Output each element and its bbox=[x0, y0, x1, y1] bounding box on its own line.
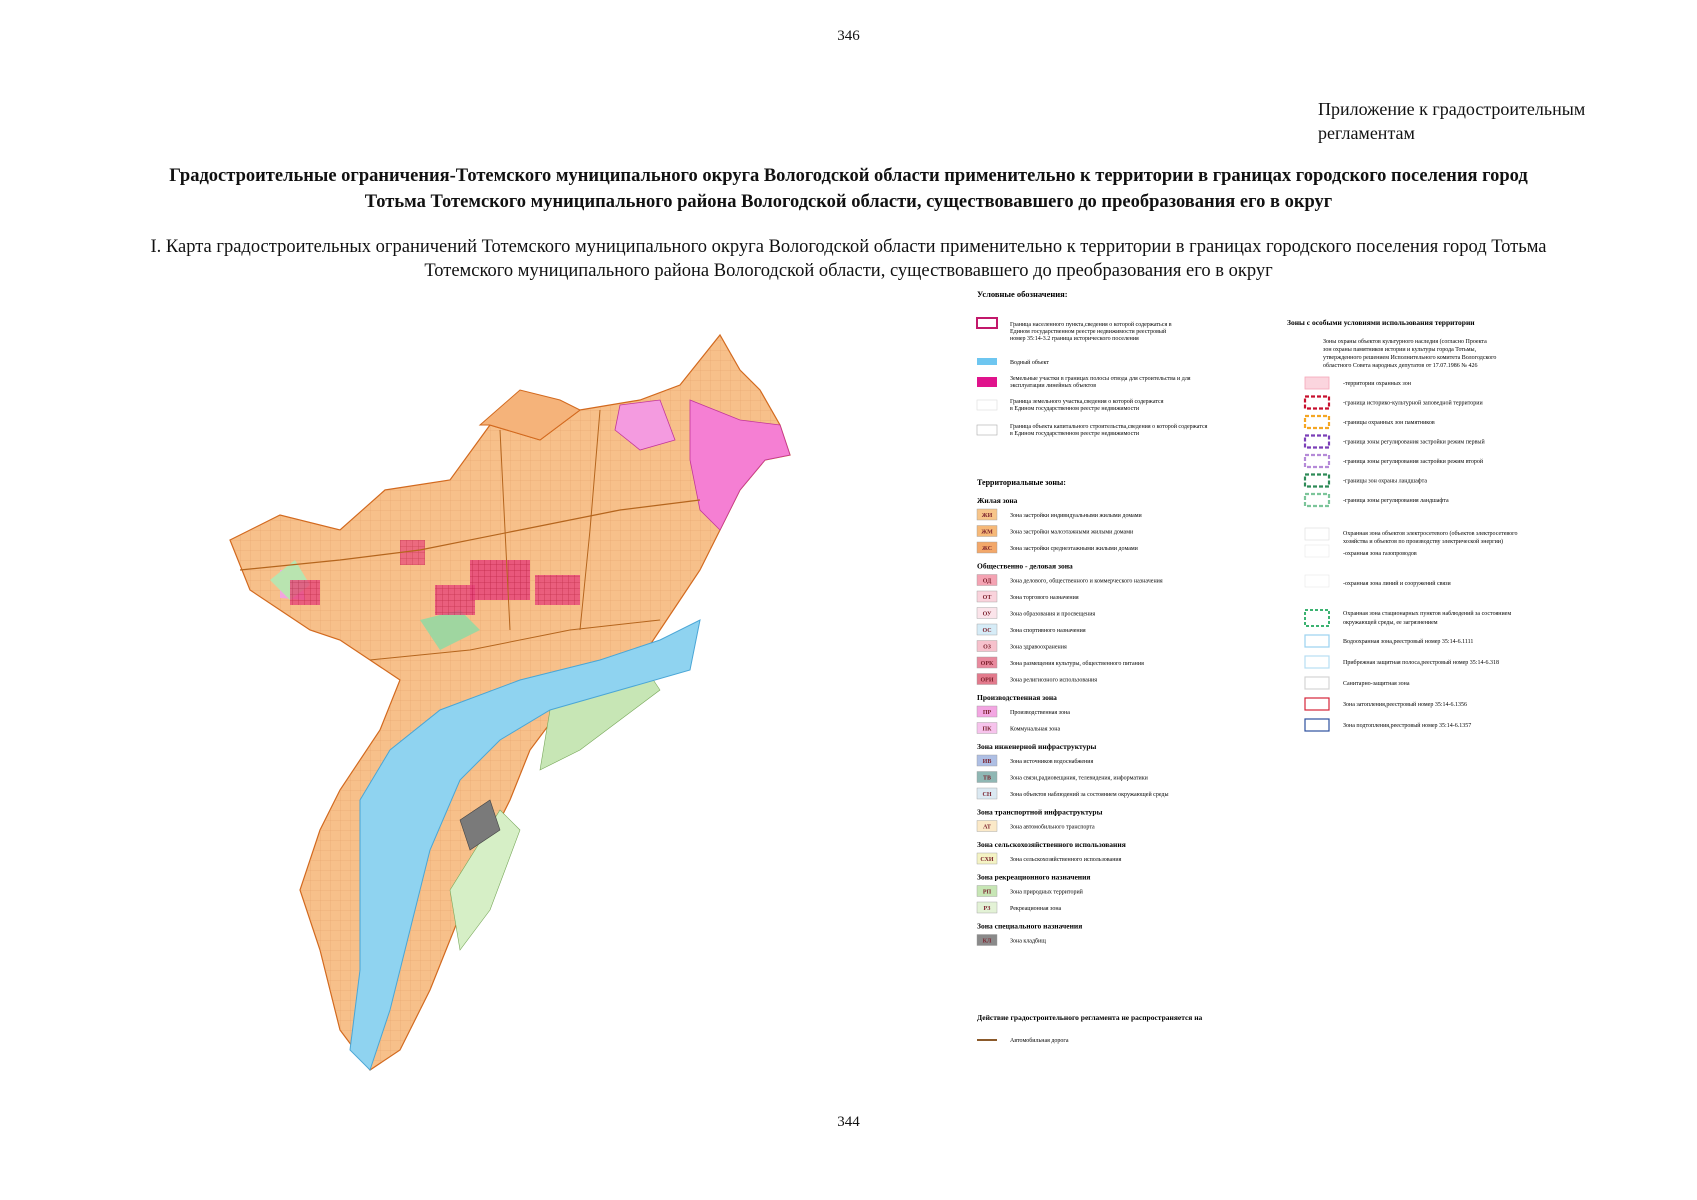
zone-label: Зона источников водоснабжения bbox=[1010, 759, 1094, 765]
zone-code: ОС bbox=[982, 628, 992, 634]
legend-water-items bbox=[1305, 635, 1499, 731]
zone-code: АТ bbox=[983, 824, 991, 831]
road-label: Автомобильная дорога bbox=[1010, 1038, 1069, 1044]
zone-label: Зона застройки среднеэтажными жилыми домами bbox=[1010, 546, 1138, 552]
zone-code: КЛ bbox=[982, 938, 992, 945]
linear-object-swatch bbox=[977, 377, 997, 387]
zone-group-title: Зона транспортной инфраструктуры bbox=[977, 807, 1103, 817]
special-zone-swatch bbox=[1305, 475, 1329, 487]
territorial-zones-title: Территориальные зоны: bbox=[977, 478, 1066, 487]
zone-code: ОТ bbox=[982, 595, 992, 601]
map-historic-centre-4 bbox=[290, 580, 320, 605]
special-zone-swatch bbox=[1305, 377, 1329, 389]
caption-line-1: I. Карта градостроительных ограничений Тотемского муниципального округа Вологодской области применительно к территории в границах городского поселения город Тотьма bbox=[150, 237, 1547, 257]
zone-label: Зона кладбищ bbox=[1010, 938, 1046, 945]
zone-group-title: Жилая зона bbox=[977, 496, 1018, 505]
zone-label: Зона связи,радиовещания, телевидения, информатики bbox=[1010, 775, 1148, 782]
special-intro-line: областного Совета народных депутатов от 17.07.1986 № 426 bbox=[1323, 363, 1478, 369]
comm-zone-swatch bbox=[1305, 575, 1329, 587]
zone-code: ОЗ bbox=[983, 644, 991, 651]
legend-special-items bbox=[1305, 377, 1485, 506]
legend-general-text: в Едином государственном реестре недвижимости bbox=[1010, 406, 1140, 412]
special-zone-label: -границы охранных зон памятников bbox=[1343, 420, 1435, 426]
legend-general-text: эксплуатации линейных объектов bbox=[1010, 383, 1097, 389]
zoning-map bbox=[220, 330, 880, 1090]
special-zone-label: -граница зоны регулирования застройки режим первый bbox=[1343, 439, 1485, 446]
water-zone-label: Водоохранная зона,реестровый номер 35:14-6.1111 bbox=[1343, 639, 1474, 645]
special-zone-label: -границы зон охраны ландшафта bbox=[1343, 478, 1428, 485]
legend-title: Условные обозначения: bbox=[977, 289, 1068, 299]
document-title bbox=[60, 163, 1637, 215]
zone-code: ТВ bbox=[982, 775, 992, 782]
station-zone-label: Охранная зона стационарных пунктов наблюдений за состоянием bbox=[1343, 611, 1512, 617]
caption-line-2: Тотемского муниципального района Вологодской области, существовавшего до преобразования его в округ bbox=[424, 261, 1273, 281]
building-boundary-swatch bbox=[977, 425, 997, 435]
zone-label: Зона застройки индивидуальными жилыми домами bbox=[1010, 513, 1142, 519]
zone-label: Зона сельскохозяйственного использования bbox=[1010, 857, 1122, 863]
zone-label: Производственная зона bbox=[1010, 710, 1070, 716]
legend-general-text: в Едином государственном реестре недвижимости bbox=[1010, 431, 1140, 437]
zone-code: ИВ bbox=[982, 759, 992, 765]
no-regulation-title: Действие градостроительного регламента не распространяется на bbox=[977, 1013, 1203, 1022]
water-zone-swatch bbox=[1305, 677, 1329, 689]
water-zone-swatch bbox=[1305, 719, 1329, 731]
zone-label: Зона автомобильного транспорта bbox=[1010, 824, 1095, 831]
map-historic-centre-1 bbox=[470, 560, 530, 600]
zone-code: ОРК bbox=[980, 661, 994, 667]
land-plot-boundary-swatch bbox=[977, 400, 997, 410]
legend-general-text: Едином государственном реестре недвижимости реестровый bbox=[1010, 329, 1167, 335]
map-historic-centre-2 bbox=[435, 585, 475, 615]
station-zone-label: окружающей среды, ее загрязнением bbox=[1343, 620, 1438, 626]
zone-code: СХИ bbox=[980, 857, 994, 863]
special-zone-swatch bbox=[1305, 397, 1329, 409]
appendix-line-2: регламентам bbox=[1318, 123, 1415, 143]
page-number-bottom: 344 bbox=[837, 1114, 860, 1130]
electric-zone-swatch bbox=[1305, 528, 1329, 540]
water-zone-label: Прибрежная защитная полоса,реестровый номер 35:14-6.318 bbox=[1343, 660, 1499, 666]
zone-code: ПР bbox=[982, 710, 992, 716]
zone-code: ЖС bbox=[981, 546, 993, 552]
special-zone-swatch bbox=[1305, 416, 1329, 428]
special-zones-title: Зоны с особыми условиями использования территории bbox=[1287, 318, 1475, 327]
zone-group-title: Производственная зона bbox=[977, 693, 1057, 702]
zone-code: РП bbox=[982, 889, 992, 896]
zone-code: ОД bbox=[982, 578, 992, 585]
comm-zone-label: -охранная зона линий и сооружений связи bbox=[1343, 581, 1451, 587]
zone-label: Зона делового, общественного и коммерческого назначения bbox=[1010, 578, 1163, 585]
legend-general-text: Земельные участки в границах полосы отвода для строительства и для bbox=[1010, 376, 1191, 382]
zone-group-title: Зона рекреационного назначения bbox=[977, 872, 1091, 882]
special-zone-swatch bbox=[1305, 455, 1329, 467]
water-zone-label: Санитарно-защитная зона bbox=[1343, 681, 1410, 687]
zone-code: ПК bbox=[982, 726, 992, 733]
special-zone-swatch bbox=[1305, 494, 1329, 506]
zone-code: ЖИ bbox=[981, 513, 993, 519]
special-intro-line: зон охраны памятников истории и культуры города Тотьмы, bbox=[1323, 347, 1477, 353]
special-zone-label: -граница зоны регулирования застройки режим второй bbox=[1343, 459, 1484, 465]
zone-label: Зона объектов наблюдений за состоянием окружающей среды bbox=[1010, 792, 1169, 798]
water-zone-swatch bbox=[1305, 698, 1329, 710]
special-zone-label: -граница зоны регулирования ландшафта bbox=[1343, 498, 1449, 504]
special-zone-label: -территории охранных зон bbox=[1343, 381, 1411, 387]
zone-group-title: Зона специального назначения bbox=[977, 921, 1083, 931]
electric-zone-label: хозяйства и объектов по производству электрической энергии) bbox=[1343, 539, 1504, 545]
legend-general-text: Граница объекта капитального строительства,сведения о которой содержатся bbox=[1010, 424, 1208, 430]
zone-code: ОРИ bbox=[980, 677, 994, 684]
special-zone-label: -граница историко-культурной заповедной территории bbox=[1343, 400, 1483, 407]
legend-general-text: Водный объект bbox=[1010, 360, 1049, 366]
zone-group-title: Зона сельскохозяйственного использования bbox=[977, 840, 1126, 849]
title-line-2: Тотьма Тотемского муниципального района Вологодской области, существовавшего до преобразования его в округ bbox=[364, 192, 1333, 212]
settlement-boundary-swatch bbox=[977, 318, 997, 328]
zone-label: Зона спортивного назначения bbox=[1010, 628, 1086, 634]
zone-label: Зона торгового назначения bbox=[1010, 595, 1079, 601]
legend-zone-groups bbox=[977, 496, 1169, 946]
legend-general-text: Граница населенного пункта,сведения о которой содержаться в bbox=[1010, 322, 1172, 328]
map-historic-centre-3 bbox=[535, 575, 580, 605]
legend-general-text: номер 35:14-3.2 граница исторического поселения bbox=[1010, 336, 1139, 342]
zone-group-title: Общественно - деловая зона bbox=[977, 561, 1073, 571]
water-zone-swatch bbox=[1305, 656, 1329, 668]
appendix-line-1: Приложение к градостроительным bbox=[1318, 99, 1586, 119]
gas-zone-swatch bbox=[1305, 545, 1329, 557]
zone-code: ЖМ bbox=[981, 529, 993, 536]
water-zone-swatch bbox=[1305, 635, 1329, 647]
legend-general-text: Граница земельного участка,сведения о которой содержатся bbox=[1010, 399, 1164, 405]
special-zone-swatch bbox=[1305, 436, 1329, 448]
zone-code: СН bbox=[982, 792, 992, 798]
zone-label: Зона здравоохранения bbox=[1010, 644, 1067, 651]
zone-label: Зона застройки малоэтажными жилыми домами bbox=[1010, 529, 1134, 536]
zone-label: Рекреационная зона bbox=[1010, 906, 1062, 912]
zone-label: Зона религиозного использования bbox=[1010, 677, 1097, 684]
water-zone-label: Зона затопления,реестровый номер 35:14-6.1356 bbox=[1343, 702, 1467, 708]
special-intro-line: Зоны охраны объектов культурного наследия (согласно Проекта bbox=[1323, 339, 1487, 345]
map-legend bbox=[965, 285, 1625, 1055]
zone-label: Коммунальная зона bbox=[1010, 726, 1061, 733]
zone-code: РЗ bbox=[983, 906, 991, 912]
page-number-top: 346 bbox=[837, 28, 860, 44]
appendix-note bbox=[1318, 97, 1658, 145]
zone-code: ОУ bbox=[982, 611, 992, 618]
legend-general-items bbox=[977, 318, 1208, 437]
water-zone-label: Зона подтопления,реестровый номер 35:14-6.1357 bbox=[1343, 723, 1472, 729]
zone-label: Зона образования и просвещения bbox=[1010, 611, 1096, 618]
zone-group-title: Зона инженерной инфраструктуры bbox=[977, 742, 1097, 751]
special-intro-line: утвержденного решением Исполнительного комитета Вологодского bbox=[1323, 355, 1497, 361]
electric-zone-label: Охранная зона объектов электросетевого (объектов электросетевого bbox=[1343, 531, 1518, 537]
station-zone-swatch bbox=[1305, 610, 1329, 626]
zone-label: Зона природных территорий bbox=[1010, 889, 1083, 896]
gas-zone-label: -охранная зона газопроводов bbox=[1343, 551, 1417, 557]
zone-label: Зона размещения культуры, общественного питания bbox=[1010, 661, 1144, 667]
map-caption bbox=[60, 235, 1637, 283]
water-object-swatch bbox=[977, 358, 997, 365]
title-line-1: Градостроительные ограничения-Тотемского муниципального округа Вологодской области применительно к территории в границах городского поселения город bbox=[169, 166, 1528, 186]
